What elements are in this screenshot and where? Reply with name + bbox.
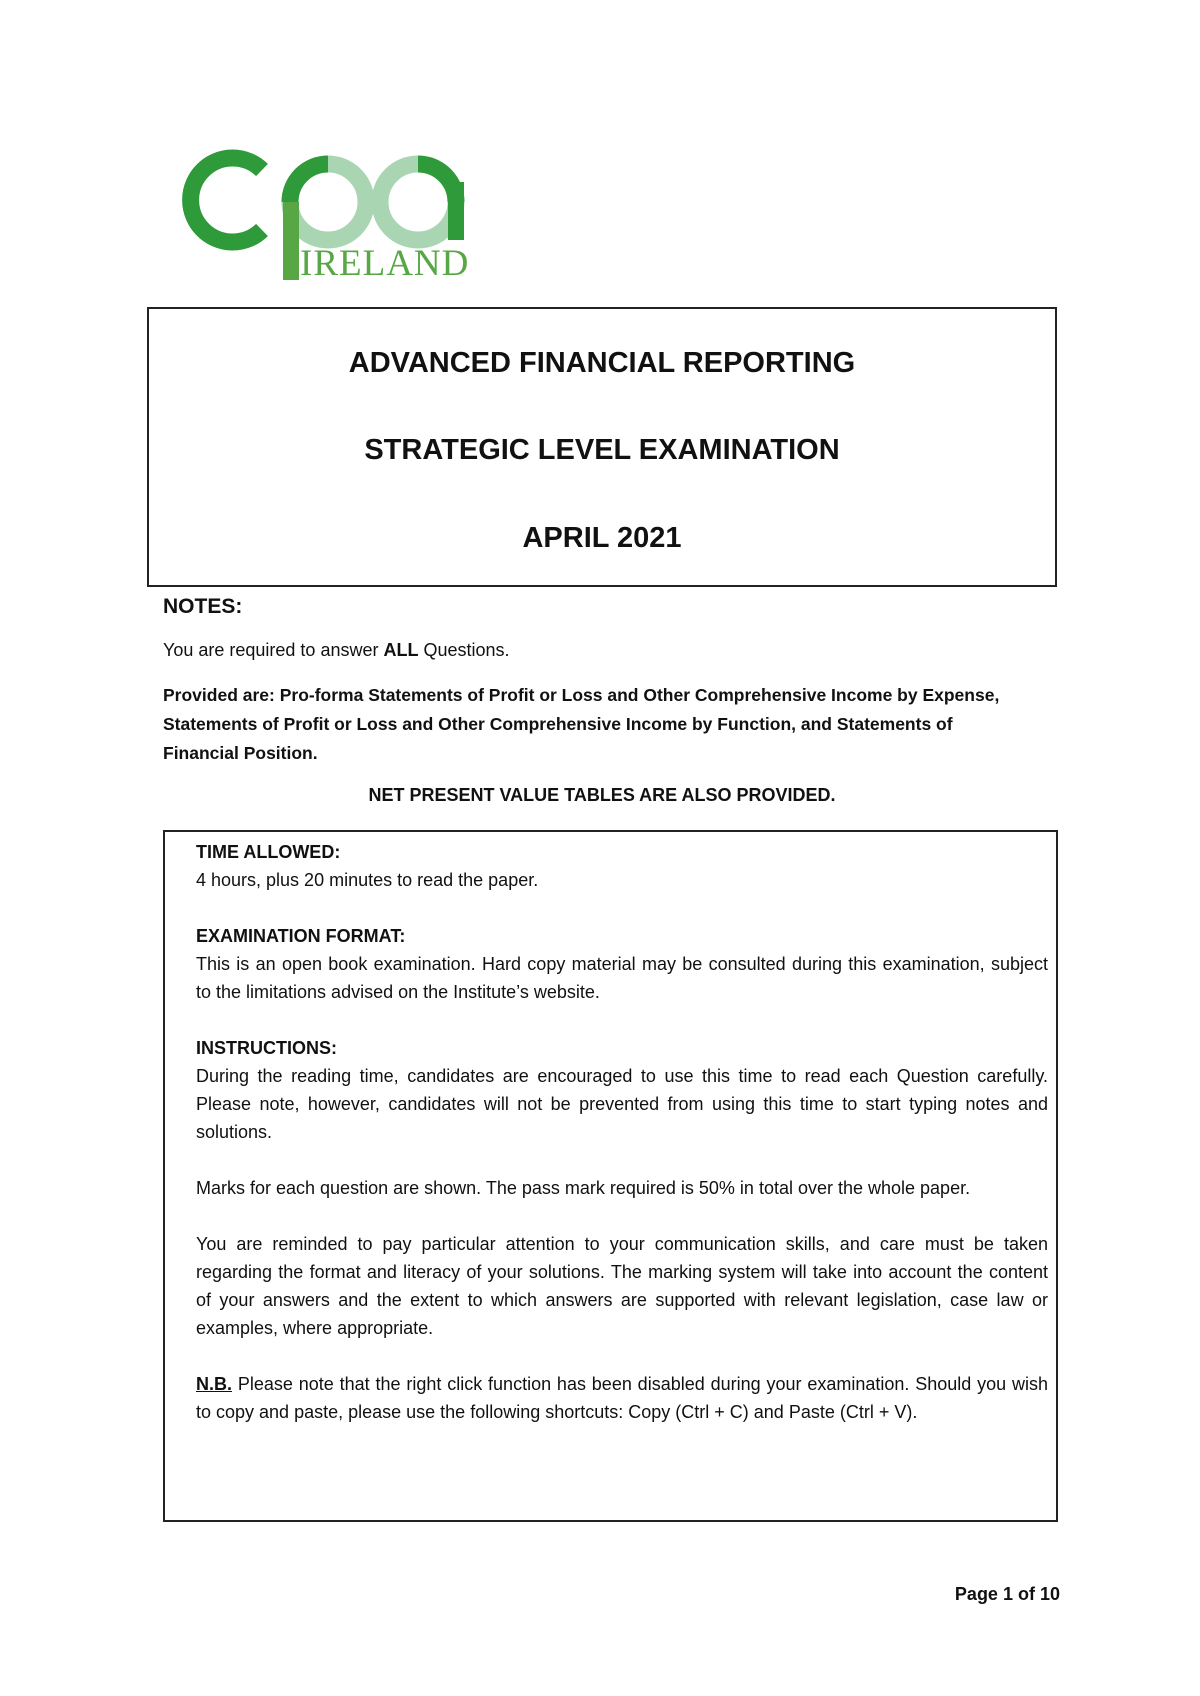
time-allowed-section [196,838,1048,894]
exam-format-heading: EXAMINATION FORMAT: [196,926,406,946]
notes-provided-text: Provided are: Pro-forma Statements of Profit or Loss and Other Comprehensive Income by Expense, Statements of Profit or Loss and Other Comprehensive Income by Function, and Statements of Financial Position. [163,685,1000,763]
instructions-paragraph-2: Marks for each question are shown. The pass mark required is 50% in total over the whole paper. [196,1178,971,1198]
title-box [147,307,1057,587]
exam-level-title: STRATEGIC LEVEL EXAMINATION [364,434,840,466]
page-label: Page [954,1584,1003,1604]
exam-subject-title: ADVANCED FINANCIAL REPORTING [348,347,856,379]
page-current: 1 [1002,1584,1013,1604]
nb-label: N.B. [196,1374,232,1394]
notes-required-bold: ALL [383,640,419,660]
notes-required-suffix: Questions. [418,640,510,660]
exam-info-box [163,830,1058,1522]
exam-format-section [196,922,1048,1006]
exam-date-title: APRIL 2021 [522,522,682,554]
instructions-paragraph-1: During the reading time, candidates are encouraged to use this time to read each Question carefully. Please note, however, candidates will not be prevented from using this time to start typing notes and solutions. [196,1066,1048,1142]
logo-letter-c [191,158,262,242]
logo-letter-p-accent [290,164,328,202]
time-allowed-text: 4 hours, plus 20 minutes to read the paper. [196,870,539,890]
nb-note [196,1370,1048,1426]
notes-required-prefix: You are required to answer [163,640,384,660]
page-number [955,1584,1060,1605]
instructions-paragraph-3: You are reminded to pay particular attention to your communication skills, and care must be taken regarding the format and literacy of your solutions. The marking system will take into account the content of your answers and the extent to which answers are supported with relevant legislation, case law or examples, where appropriate. [196,1234,1048,1338]
logo-letter-a-stem [448,182,464,240]
page-of-label: of [1012,1584,1040,1604]
instructions-heading: INSTRUCTIONS: [196,1038,337,1058]
logo-ireland-text: IRELAND [300,243,470,284]
nb-text: Please note that the right click function has been disabled during your examination. Should you wish to copy and paste, please use the following shortcuts: Copy (Ctrl + C) and Paste (Ctrl + V). [196,1374,1048,1422]
exam-info-content [196,838,1048,1426]
instructions-section [196,1034,1048,1146]
notes-required-line [163,640,510,661]
page-total: 10 [1039,1584,1060,1604]
time-allowed-heading: TIME ALLOWED: [196,842,341,862]
logo-letter-p-stem [283,202,299,280]
npv-tables-notice: NET PRESENT VALUE TABLES ARE ALSO PROVIDED. [368,785,836,805]
notes-heading: NOTES: [163,595,243,618]
exam-format-text: This is an open book examination. Hard copy material may be consulted during this examination, subject to the limitations advised on the Institute’s website. [196,954,1048,1002]
